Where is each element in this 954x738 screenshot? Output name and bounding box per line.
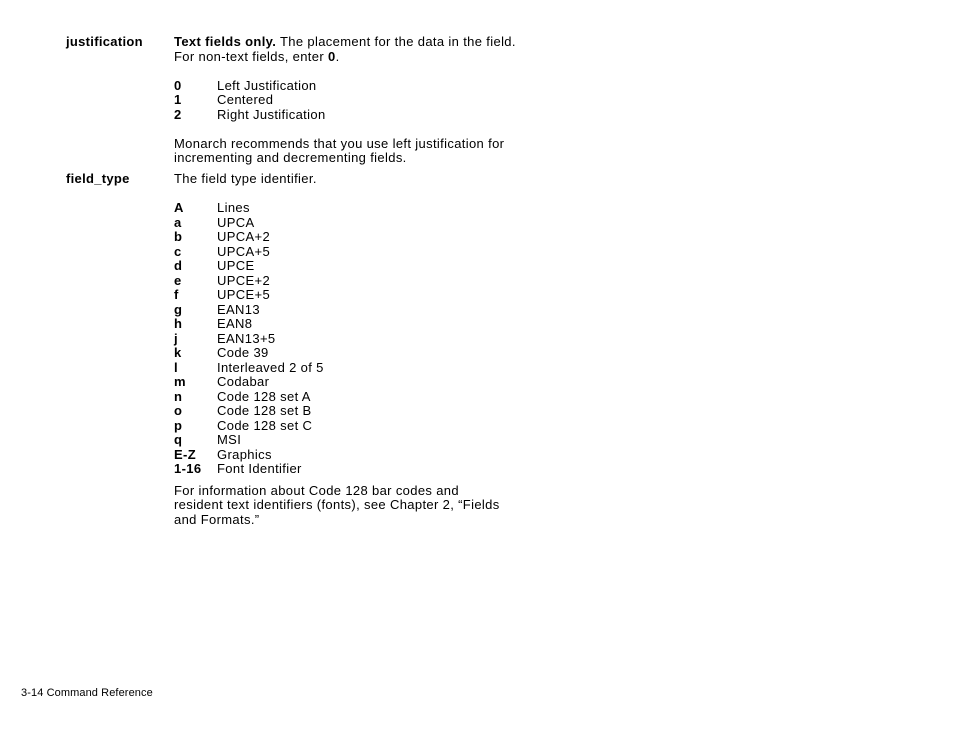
code-row [174,274,534,289]
code-row [174,332,534,347]
intro-emphasis: Text fields only. [174,34,277,49]
code-key: j [174,330,178,346]
code-label: UPCE+5 [217,287,271,302]
code-key: c [174,243,182,259]
code-row [174,433,534,448]
code-row [174,288,534,303]
term-justification: justification [66,34,143,49]
code-key: 0 [174,77,182,93]
code-key: p [174,417,183,433]
code-row [174,93,534,108]
code-key: e [174,272,182,288]
code-row [174,108,534,123]
intro-end: . [335,48,340,64]
code-label: Left Justification [217,77,317,93]
code-key: n [174,388,183,404]
code-label: Font Identifier [217,461,302,476]
code-row [174,390,534,405]
code-row [174,419,534,434]
code-key: A [174,200,184,215]
code-key: g [174,301,183,317]
code-key: d [174,258,183,273]
code-row [174,230,534,245]
code-row [174,303,534,318]
code-label: UPCA+5 [217,243,271,259]
field-type-note: For information about Code 128 bar codes and resident text identifiers (fonts), see Chapter 2, “Fields and Formats.” [174,482,500,527]
code-label: EAN13 [217,301,260,317]
code-label: Codabar [217,374,270,389]
code-key: k [174,345,182,360]
code-label: UPCE [217,258,255,273]
justification-note: Monarch recommends that you use left justification for incrementing and decrementing fields. [174,135,505,165]
code-key: a [174,214,182,230]
code-label: UPCA [217,214,255,230]
code-row [174,245,534,260]
code-label: UPCA+2 [217,229,271,244]
code-label: EAN13+5 [217,330,276,346]
code-label: EAN8 [217,316,253,331]
code-key: h [174,316,183,331]
field-type-code-list [174,201,534,477]
code-row [174,361,534,376]
code-key: l [174,359,178,375]
code-key: q [174,432,183,447]
code-label: Code 39 [217,345,269,360]
code-key: f [174,287,179,302]
code-row [174,201,534,216]
code-row [174,216,534,231]
code-label: Lines [217,200,250,215]
code-label: Code 128 set A [217,388,311,404]
code-label: MSI [217,432,242,447]
code-key: 2 [174,106,182,122]
code-key: 1 [174,92,182,107]
code-label: Interleaved 2 of 5 [217,359,324,375]
justification-code-list [174,79,534,123]
code-label: UPCE+2 [217,272,271,288]
code-label: Right Justification [217,106,326,122]
code-row [174,404,534,419]
code-key: 1-16 [174,461,202,476]
code-label: Code 128 set C [217,417,313,433]
justification-intro [174,35,524,64]
code-key: b [174,229,183,244]
page-footer: 3-14 Command Reference [21,687,153,699]
intro-value: 0 [327,48,336,64]
code-row [174,79,534,94]
code-row [174,317,534,332]
code-label: Code 128 set B [217,403,312,418]
term-field-type: field_type [66,171,130,186]
code-row [174,462,534,477]
code-row [174,448,534,463]
code-row [174,259,534,274]
code-row [174,375,534,390]
code-label: Centered [217,92,274,107]
field-type-intro: The field type identifier. [174,171,317,186]
code-key: o [174,403,183,418]
code-row [174,346,534,361]
code-key: E-Z [174,446,196,462]
code-label: Graphics [217,446,272,462]
code-key: m [174,374,186,389]
justification-description [174,35,534,166]
field-type-description [174,172,534,527]
intro-text: The placement for the data in the field. For non-text fields, enter [174,34,516,64]
